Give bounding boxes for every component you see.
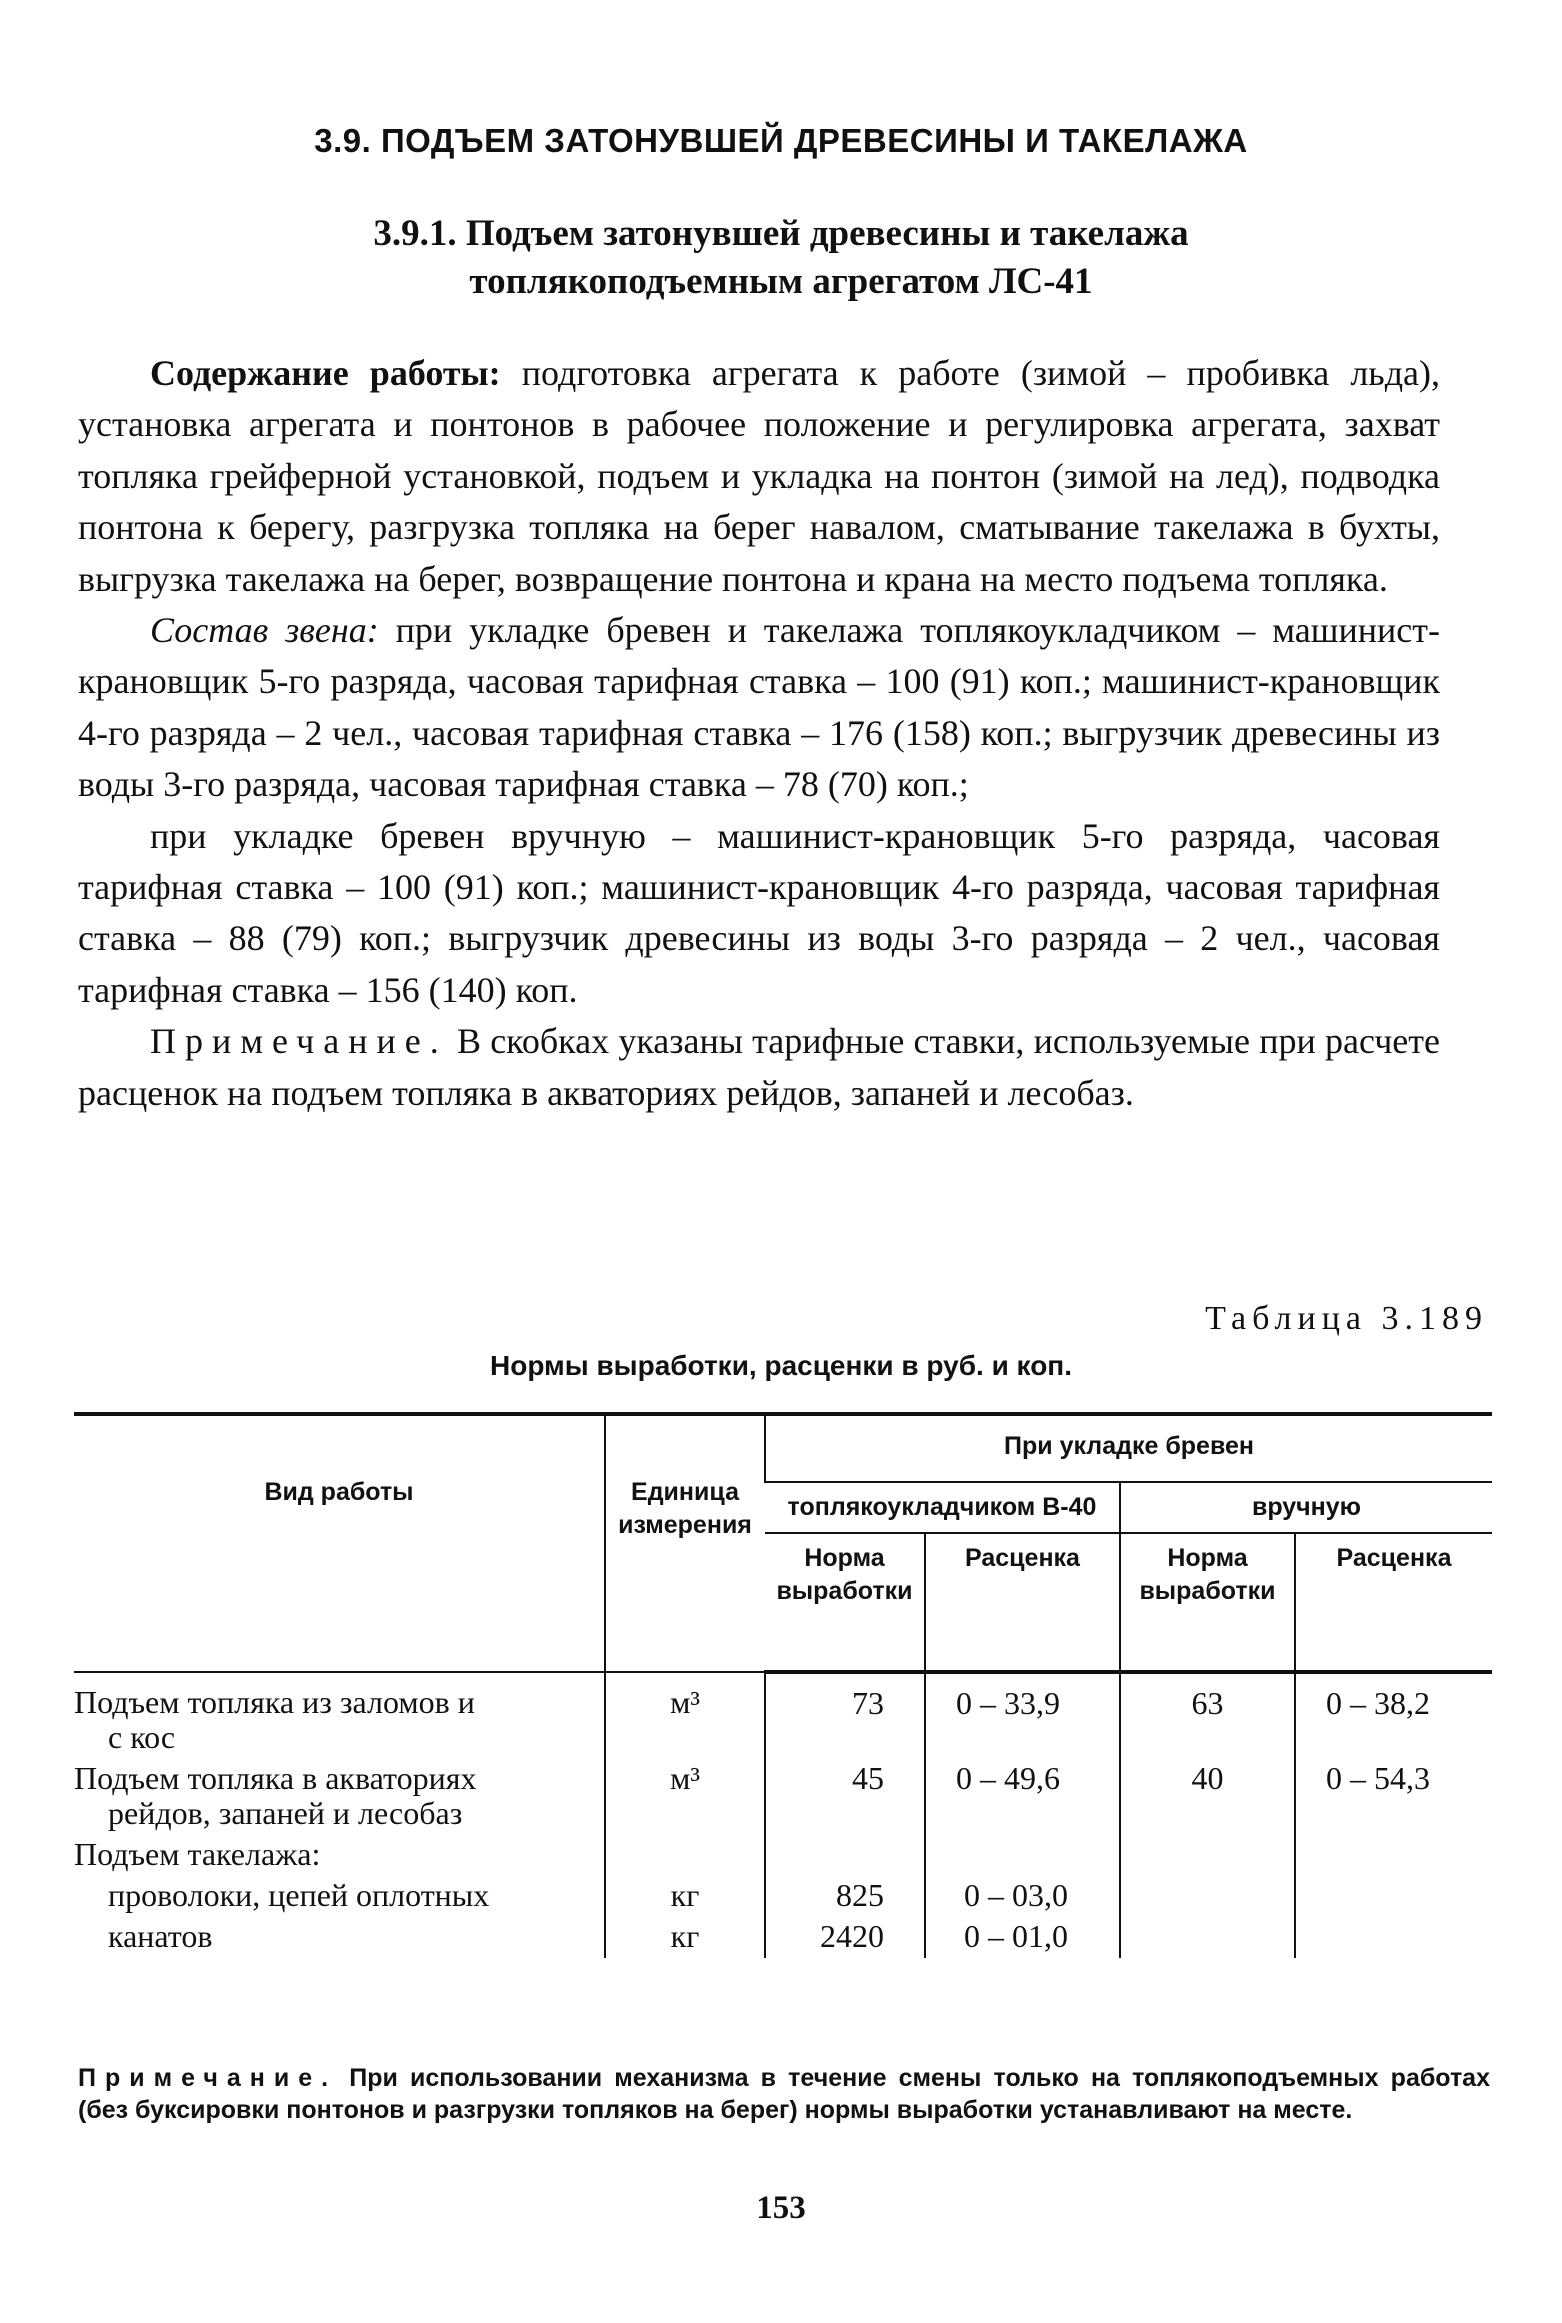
work-cell: Подъем топляка в акваториях рейдов, запаней и лесобаз — [74, 1760, 477, 1831]
work-cell: проволоки, цепей оплотных — [108, 1877, 490, 1913]
header-laying-group: При укладке бревен — [765, 1414, 1492, 1482]
header-machine: топлякоукладчиком В-40 — [765, 1482, 1120, 1533]
content-of-work-label: Содержание работы: — [150, 353, 501, 393]
note-text: В скобках указаны тарифные ставки, используемые при расчете расценок на подъем топляка в акваториях рейдов, запаней и лесобаз. — [78, 1021, 1440, 1113]
table-row — [74, 1672, 1492, 1759]
page-number: 153 — [756, 2190, 806, 2226]
table-row — [74, 1759, 1492, 1835]
manual-rate-cell — [1295, 1835, 1492, 1876]
work-cell: канатов — [108, 1918, 213, 1954]
manual-norm-cell: 40 — [1120, 1759, 1295, 1835]
unit-cell: м³ — [605, 1672, 765, 1759]
table-note-text: При использовании механизма в течение смены только на топлякоподъемных работах (без буксировки понтонов и разгрузки топляков на берег) нормы выработки устанавливают на месте. — [78, 2064, 1490, 2124]
unit-cell: кг — [605, 1876, 765, 1917]
table-number: Таблица 3.189 — [1205, 1300, 1488, 1337]
header-manual-norm: Норма выработки — [1120, 1533, 1295, 1672]
unit-cell: м³ — [605, 1759, 765, 1835]
norms-table — [74, 1412, 1492, 1958]
header-work-type: Вид работы — [74, 1414, 605, 1672]
section-heading: 3.9. ПОДЪЕМ ЗАТОНУВШЕЙ ДРЕВЕСИНЫ И ТАКЕЛАЖА — [314, 122, 1248, 159]
manual-norm-cell — [1120, 1835, 1295, 1876]
header-manual-rate: Расценка — [1295, 1533, 1492, 1672]
machine-norm-cell: 73 — [765, 1672, 925, 1759]
machine-norm-cell: 2420 — [765, 1917, 925, 1958]
table-note-label: Примечание. — [78, 2064, 338, 2092]
work-cell: Подъем топляка из заломов и с кос — [74, 1684, 475, 1755]
manual-norm-cell — [1120, 1917, 1295, 1958]
content-of-work-text: подготовка агрегата к работе (зимой – пробивка льда), установка агрегата и понтонов в рабочее положение и регулировка агрегата, захват топляка грейферной установкой, подъем и укладка на понтон (зимой на лед), подводка понтона к берегу, разгрузка топляка на берег навалом, сматывание такелажа в бухты, выгрузка такелажа на берег, возвращение понтона и крана на место подъема топляка. — [78, 353, 1440, 599]
table-row — [74, 1835, 1492, 1876]
unit-cell: кг — [605, 1917, 765, 1958]
team-paragraph-manual: при укладке бревен вручную – машинист-крановщик 5-го разряда, часовая тарифная ставка – 100 (91) коп.; машинист-крановщик 4-го разряда, часовая тарифная ставка – 88 (79) коп.; выгрузчик древесины из воды 3-го разряда – 2 чел., часовая тарифная ставка – 156 (140) коп. — [78, 815, 1440, 1010]
subsection-heading — [0, 210, 1562, 306]
team-paragraph — [78, 605, 1440, 811]
body-text — [78, 348, 1440, 1119]
subsection-heading-line-1: 3.9.1. Подъем затонувшей древесины и такелажа — [373, 213, 1189, 254]
subsection-heading-line-2: топлякоподъемным агрегатом ЛС-41 — [469, 261, 1093, 302]
machine-rate-cell: 0 – 01,0 — [925, 1917, 1120, 1958]
header-manual: вручную — [1120, 1482, 1492, 1533]
note-label: Примечание. — [150, 1021, 448, 1062]
note-paragraph — [78, 1016, 1440, 1119]
table-caption: Нормы выработки, расценки в руб. и коп. — [490, 1350, 1072, 1381]
machine-rate-cell — [925, 1835, 1120, 1876]
content-of-work-paragraph — [78, 348, 1440, 605]
machine-rate-cell: 0 – 49,6 — [925, 1759, 1120, 1835]
table-note — [78, 2062, 1490, 2126]
work-cell: Подъем такелажа: — [74, 1836, 321, 1872]
manual-norm-cell: 63 — [1120, 1672, 1295, 1759]
machine-norm-cell — [765, 1835, 925, 1876]
header-machine-rate: Расценка — [925, 1533, 1120, 1672]
table-row — [74, 1917, 1492, 1958]
table-row — [74, 1876, 1492, 1917]
machine-norm-cell: 825 — [765, 1876, 925, 1917]
manual-rate-cell: 0 – 54,3 — [1295, 1759, 1492, 1835]
unit-cell — [605, 1835, 765, 1876]
manual-norm-cell — [1120, 1876, 1295, 1917]
team-label: Состав звена: — [150, 610, 379, 651]
machine-rate-cell: 0 – 33,9 — [925, 1672, 1120, 1759]
manual-rate-cell — [1295, 1876, 1492, 1917]
machine-rate-cell: 0 – 03,0 — [925, 1876, 1120, 1917]
manual-rate-cell — [1295, 1917, 1492, 1958]
header-unit: Единица измерения — [605, 1414, 765, 1672]
team-text-machine: при укладке бревен и такелажа топлякоукладчиком – машинист-крановщик 5-го разряда, часовая тарифная ставка – 100 (91) коп.; машинист-крановщик 4-го разряда – 2 чел., часовая тарифная ставка – 176 (158) коп.; выгрузчик древесины из воды 3-го разряда, часовая тарифная ставка – 78 (70) коп.; — [78, 610, 1440, 805]
header-machine-norm: Норма выработки — [765, 1533, 925, 1672]
manual-rate-cell: 0 – 38,2 — [1295, 1672, 1492, 1759]
machine-norm-cell: 45 — [765, 1759, 925, 1835]
